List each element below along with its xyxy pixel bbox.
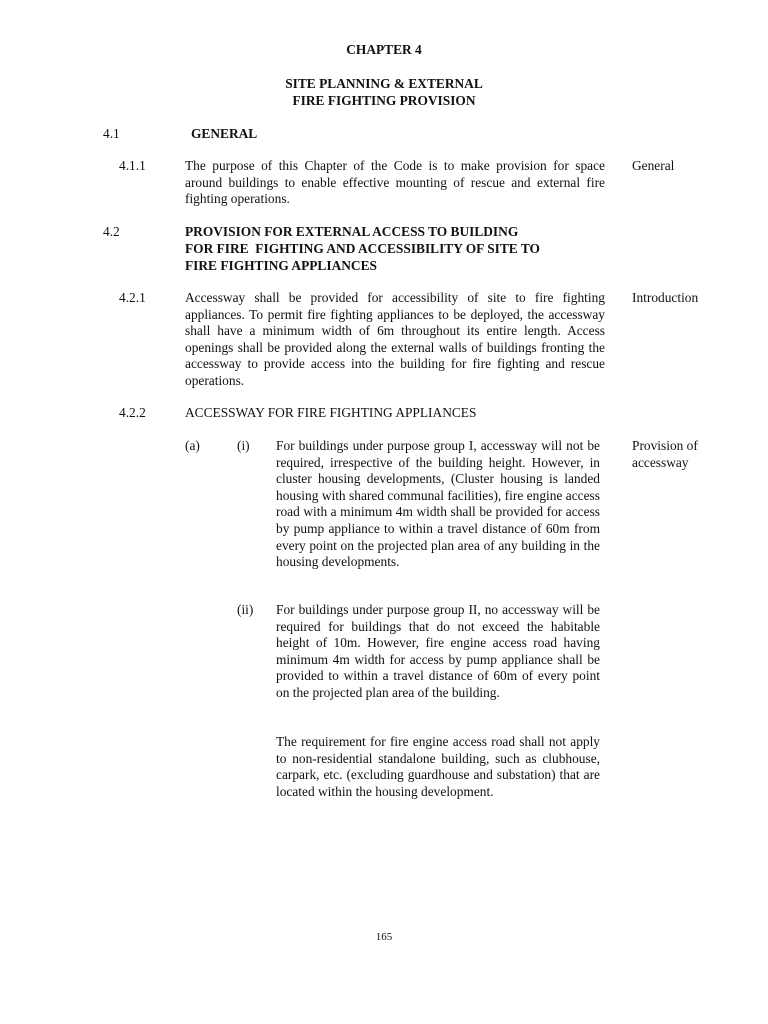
item-ii-text-2: The requirement for fire engine access road shall not apply to non-residential standalone building, such as clubhouse, carpark, etc. (excluding guardhouse and substation) that are located within the housing development. xyxy=(276,734,600,799)
section-4-1-number: 4.1 xyxy=(103,126,120,141)
margin-note-introduction: Introduction xyxy=(632,290,699,305)
chapter-title-line1: SITE PLANNING & EXTERNAL xyxy=(285,76,483,91)
section-4-2-title-line1: PROVISION FOR EXTERNAL ACCESS TO BUILDING xyxy=(185,224,519,239)
margin-note-general: General xyxy=(632,158,675,173)
section-4-2-2-number: 4.2.2 xyxy=(119,405,146,420)
section-4-2-2-title: ACCESSWAY FOR FIRE FIGHTING APPLIANCES xyxy=(185,405,477,420)
item-ii-text: For buildings under purpose group II, no accessway will be required for buildings that do not exceed the habitable height of 10m. However, fire engine access road having minimum 4m width for access by pump appliance shall be provided to within a travel distance of 60m of every point on the projected plan area of the building. xyxy=(276,602,600,700)
section-4-1-title: GENERAL xyxy=(191,126,258,141)
page-number: 165 xyxy=(375,931,393,943)
margin-note-provision-line2: accessway xyxy=(632,455,689,470)
section-4-2-title-line2: FOR FIRE FIGHTING AND ACCESSIBILITY OF SITE TO xyxy=(185,241,540,256)
chapter-title-line2: FIRE FIGHTING PROVISION xyxy=(292,93,476,108)
margin-note-provision-line1: Provision of xyxy=(632,438,698,453)
item-i-text: For buildings under purpose group I, accessway will not be required, irrespective of the building height. However, in cluster housing developments, (Cluster housing is landed housing with shared communal facilities), fire engine access road with a minimum 4m width shall be provided for access by pump appliance to within a travel distance of 60m from every point on the projected plan area of any building in the housing developments. xyxy=(276,438,600,570)
item-a-label: (a) xyxy=(185,438,200,453)
section-4-2-1-number: 4.2.1 xyxy=(119,290,146,305)
chapter-heading: CHAPTER 4 xyxy=(346,42,422,57)
section-4-2-title-line3: FIRE FIGHTING APPLIANCES xyxy=(185,258,377,273)
section-4-1-1-number: 4.1.1 xyxy=(119,158,146,173)
section-4-2-1-text: Accessway shall be provided for accessibility of site to fire fighting appliances. To permit fire fighting appliances to be deployed, the accessway shall have a minimum width of 6m throughout its entire length. Access openings shall be provided along the external walls of buildings fronting the accessway to provide access into the building for fire fighting and rescue operations. xyxy=(185,290,605,388)
item-i-label: (i) xyxy=(237,438,250,453)
section-4-2-number: 4.2 xyxy=(103,224,120,239)
section-4-1-1-text: The purpose of this Chapter of the Code is to make provision for space around buildings to enable effective mounting of rescue and external fire fighting operations. xyxy=(185,158,605,207)
item-ii-label: (ii) xyxy=(237,602,254,617)
